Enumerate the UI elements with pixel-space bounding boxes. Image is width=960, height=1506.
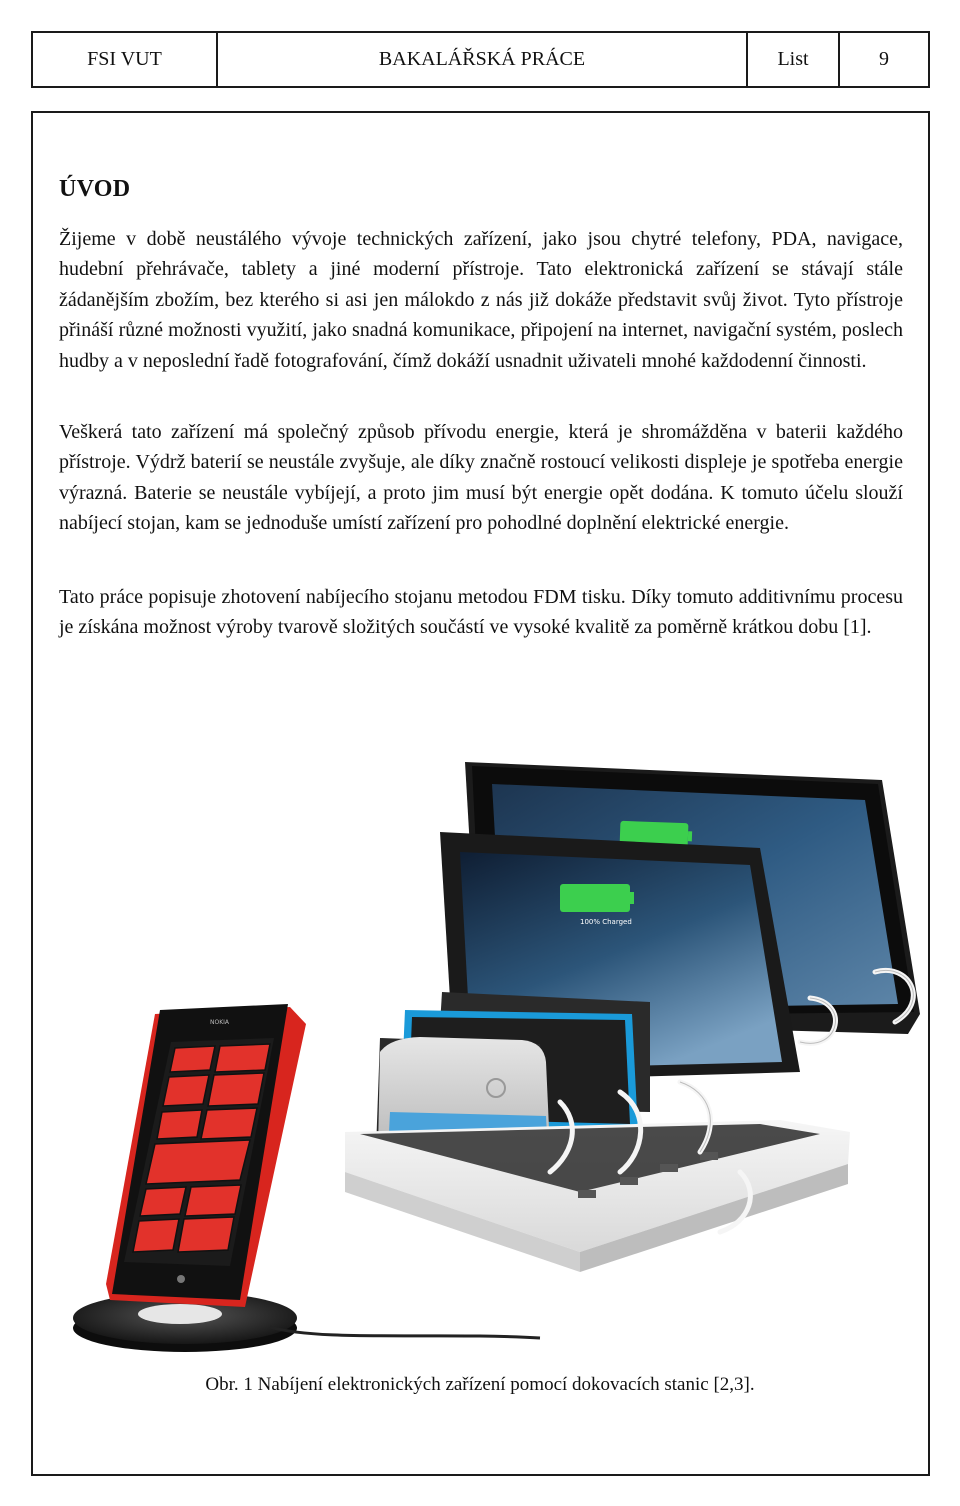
header-list-label: List bbox=[746, 33, 838, 86]
page-header bbox=[31, 31, 930, 88]
header-title: BAKALÁŘSKÁ PRÁCE bbox=[216, 33, 746, 86]
figure-caption: Obr. 1 Nabíjení elektronických zařízení pomocí dokovacích stanic [2,3]. bbox=[205, 1374, 755, 1395]
charged-text: 100% Charged bbox=[580, 918, 632, 926]
header-page-number: 9 bbox=[838, 33, 928, 86]
section-heading: ÚVOD bbox=[59, 176, 131, 202]
paragraph-1: Žijeme v době neustálého vývoje technických zařízení, jako jsou chytré telefony, PDA, navigace, hudební přehrávače, tablety a jiné moderní přístroje. Tato elektronická zařízení se stávají stále žádanějším zbožím, bez kterého si asi jen málokdo z nás již dokáže představit svůj život. Tyto přístroje přináší různé možnosti využití, jako snadná komunikace, připojení na internet, navigační systém, poslech hudby a v neposlední řadě fotografování, čímž dokáží usnadnit uživateli mnohé každodenní činnosti. bbox=[59, 228, 903, 372]
nokia-phone bbox=[106, 1004, 306, 1307]
header-school: FSI VUT bbox=[87, 48, 162, 70]
paragraph-3: Tato práce popisuje zhotovení nabíjecího stojanu metodou FDM tisku. Díky tomuto additivnímu procesu je získána možnost výroby tvarově složitých součástí ve vysoké kvalitě za poměrně krátkou dobu [1]. bbox=[59, 586, 903, 639]
dock-base bbox=[345, 1120, 850, 1272]
phone-brand: NOKIA bbox=[210, 1019, 230, 1026]
paragraph-2: Veškerá tato zařízení má společný způsob přívodu energie, která je shromážděna v baterii každého přístroje. Výdrž baterií se neustále zvyšuje, ale díky značně rostoucí velikosti displeje je spotřeba energie výrazná. Baterie se neustále vybíjejí, a proto jim musí být energie opět dodána. K tomuto účelu slouží nabíjecí stojan, kam se jednoduše umístí zařízení pro pohodlné doplnění elektrické energie. bbox=[59, 421, 903, 535]
docking-stations-image bbox=[60, 752, 930, 1352]
